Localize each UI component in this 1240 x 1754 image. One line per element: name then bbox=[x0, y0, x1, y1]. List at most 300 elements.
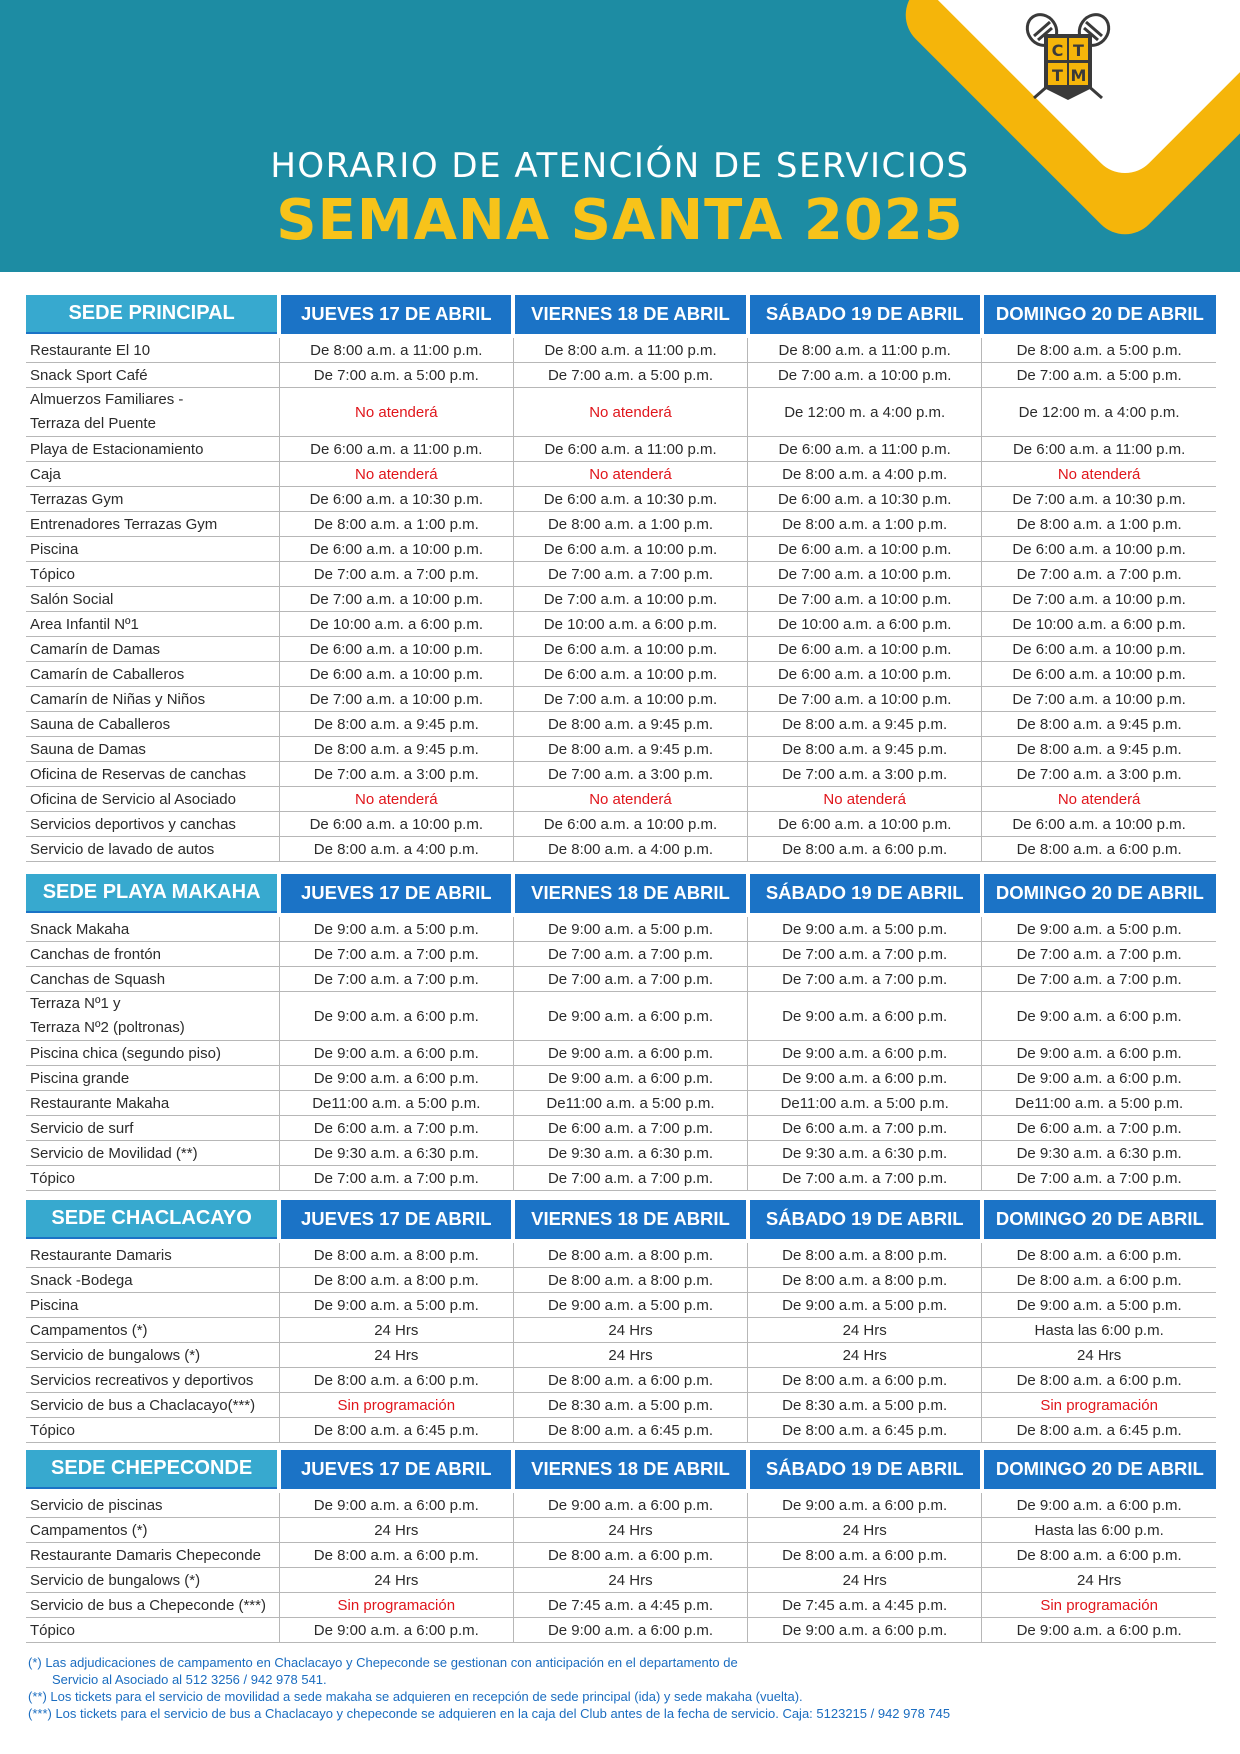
day-header: DOMINGO 20 DE ABRIL bbox=[982, 874, 1216, 912]
schedule-cell: No atenderá bbox=[982, 787, 1216, 812]
day-header: SÁBADO 19 DE ABRIL bbox=[748, 295, 982, 333]
schedule-cell: De 8:00 a.m. a 9:45 p.m. bbox=[279, 737, 513, 762]
service-name: Servicios recreativos y deportivos bbox=[26, 1368, 279, 1393]
service-name: Tópico bbox=[26, 562, 279, 587]
service-name: Snack Sport Café bbox=[26, 363, 279, 388]
schedule-cell: De 9:00 a.m. a 6:00 p.m. bbox=[748, 1041, 982, 1066]
day-header: JUEVES 17 DE ABRIL bbox=[279, 1450, 513, 1488]
service-name: Campamentos (*) bbox=[26, 1318, 279, 1343]
service-name: Piscina grande bbox=[26, 1066, 279, 1091]
schedule-cell: De 7:00 a.m. a 7:00 p.m. bbox=[513, 1166, 747, 1191]
schedule-cell: De 7:00 a.m. a 7:00 p.m. bbox=[748, 967, 982, 992]
schedule-cell: De 7:00 a.m. a 7:00 p.m. bbox=[279, 967, 513, 992]
table-row bbox=[26, 1493, 1216, 1518]
service-name: Sauna de Damas bbox=[26, 737, 279, 762]
schedule-cell: De 9:30 a.m. a 6:30 p.m. bbox=[279, 1141, 513, 1166]
service-name: Tópico bbox=[26, 1618, 279, 1643]
service-name: Tópico bbox=[26, 1166, 279, 1191]
schedule-cell: De 8:00 a.m. a 4:00 p.m. bbox=[279, 837, 513, 862]
schedule-cell: De 6:00 a.m. a 11:00 p.m. bbox=[279, 437, 513, 462]
service-name: Restaurante Damaris bbox=[26, 1243, 279, 1268]
schedule-cell: Sin programación bbox=[982, 1393, 1216, 1418]
day-header: VIERNES 18 DE ABRIL bbox=[513, 1200, 747, 1238]
footnote-line: (**) Los tickets para el servicio de movilidad a sede makaha se adquieren en recepción de sede principal (ida) y sede makaha (vuelta). bbox=[28, 1689, 803, 1704]
schedule-cell: De 9:00 a.m. a 5:00 p.m. bbox=[748, 1293, 982, 1318]
schedule-cell: De 9:00 a.m. a 6:00 p.m. bbox=[279, 992, 513, 1041]
table-row bbox=[26, 762, 1216, 787]
schedule-cell: De 6:00 a.m. a 10:00 p.m. bbox=[279, 812, 513, 837]
table-row bbox=[26, 917, 1216, 942]
table-row bbox=[26, 787, 1216, 812]
schedule-cell: De 9:00 a.m. a 5:00 p.m. bbox=[513, 1293, 747, 1318]
service-name: Servicio de bus a Chepeconde (***) bbox=[26, 1593, 279, 1618]
table-row bbox=[26, 1066, 1216, 1091]
schedule-cell: De 6:00 a.m. a 10:00 p.m. bbox=[279, 637, 513, 662]
service-name: Servicio de lavado de autos bbox=[26, 837, 279, 862]
service-name-line: Terraza del Puente bbox=[30, 415, 156, 432]
schedule-cell: De 8:00 a.m. a 6:00 p.m. bbox=[982, 1243, 1216, 1268]
schedule-cell: De 8:00 a.m. a 9:45 p.m. bbox=[748, 712, 982, 737]
schedule-cell: De 8:00 a.m. a 6:00 p.m. bbox=[513, 1543, 747, 1568]
schedule-cell: De 8:00 a.m. a 8:00 p.m. bbox=[748, 1268, 982, 1293]
schedule-cell: De 9:00 a.m. a 6:00 p.m. bbox=[279, 1066, 513, 1091]
service-name: Oficina de Reservas de canchas bbox=[26, 762, 279, 787]
day-header: JUEVES 17 DE ABRIL bbox=[279, 1200, 513, 1238]
sede-header: SEDE PLAYA MAKAHA bbox=[26, 874, 279, 912]
service-name: Campamentos (*) bbox=[26, 1518, 279, 1543]
schedule-cell: De 8:00 a.m. a 5:00 p.m. bbox=[982, 338, 1216, 363]
table-row bbox=[26, 512, 1216, 537]
schedule-cell: De 6:00 a.m. a 10:00 p.m. bbox=[982, 537, 1216, 562]
day-header: VIERNES 18 DE ABRIL bbox=[513, 295, 747, 333]
schedule-cell: De 8:30 a.m. a 5:00 p.m. bbox=[513, 1393, 747, 1418]
schedule-cell: De 7:00 a.m. a 5:00 p.m. bbox=[279, 363, 513, 388]
schedule-cell: De 10:00 a.m. a 6:00 p.m. bbox=[513, 612, 747, 637]
schedule-cell: De 7:00 a.m. a 3:00 p.m. bbox=[513, 762, 747, 787]
schedule-cell: De 8:00 a.m. a 6:00 p.m. bbox=[279, 1543, 513, 1568]
schedule-cell: 24 Hrs bbox=[513, 1318, 747, 1343]
table-row bbox=[26, 462, 1216, 487]
schedule-cell: De 7:00 a.m. a 10:00 p.m. bbox=[748, 562, 982, 587]
schedule-cell: De11:00 a.m. a 5:00 p.m. bbox=[513, 1091, 747, 1116]
schedule-cell: De 9:00 a.m. a 6:00 p.m. bbox=[513, 1618, 747, 1643]
schedule-cell: 24 Hrs bbox=[982, 1568, 1216, 1593]
schedule-cell: De 7:00 a.m. a 5:00 p.m. bbox=[982, 363, 1216, 388]
schedule-cell: De 9:00 a.m. a 5:00 p.m. bbox=[279, 1293, 513, 1318]
service-name: Entrenadores Terrazas Gym bbox=[26, 512, 279, 537]
cttm-logo-icon bbox=[1020, 8, 1116, 104]
table-row bbox=[26, 1091, 1216, 1116]
footnote-line: (*) Las adjudicaciones de campamento en Chaclacayo y Chepeconde se gestionan con anticipación en el departamento de bbox=[28, 1655, 738, 1670]
service-name bbox=[26, 388, 279, 437]
schedule-cell: De 6:00 a.m. a 10:00 p.m. bbox=[279, 537, 513, 562]
schedule-cell: Sin programación bbox=[279, 1393, 513, 1418]
service-name: Servicios deportivos y canchas bbox=[26, 812, 279, 837]
day-header: JUEVES 17 DE ABRIL bbox=[279, 295, 513, 333]
section-2 bbox=[26, 1200, 1216, 1443]
schedule-cell: De 6:00 a.m. a 10:30 p.m. bbox=[748, 487, 982, 512]
schedule-cell: De 8:00 a.m. a 6:00 p.m. bbox=[279, 1368, 513, 1393]
schedule-cell: De 6:00 a.m. a 10:30 p.m. bbox=[513, 487, 747, 512]
table-row bbox=[26, 612, 1216, 637]
logo-letter: T bbox=[1052, 66, 1063, 85]
schedule-cell: No atenderá bbox=[982, 462, 1216, 487]
schedule-cell: De 8:00 a.m. a 6:00 p.m. bbox=[982, 1543, 1216, 1568]
schedule-cell: De 8:00 a.m. a 6:45 p.m. bbox=[513, 1418, 747, 1443]
day-header: SÁBADO 19 DE ABRIL bbox=[748, 1450, 982, 1488]
table-row bbox=[26, 1568, 1216, 1593]
schedule-cell: De 9:00 a.m. a 5:00 p.m. bbox=[748, 917, 982, 942]
service-name: Piscina bbox=[26, 1293, 279, 1318]
schedule-cell: De 9:00 a.m. a 6:00 p.m. bbox=[982, 1066, 1216, 1091]
table-row bbox=[26, 737, 1216, 762]
schedule-cell: De 8:00 a.m. a 8:00 p.m. bbox=[513, 1243, 747, 1268]
schedule-cell: De 7:00 a.m. a 7:00 p.m. bbox=[748, 1166, 982, 1191]
schedule-cell: De 9:00 a.m. a 6:00 p.m. bbox=[513, 992, 747, 1041]
schedule-cell: De 9:00 a.m. a 6:00 p.m. bbox=[748, 1066, 982, 1091]
schedule-cell: De 7:00 a.m. a 7:00 p.m. bbox=[279, 1166, 513, 1191]
table-row bbox=[26, 537, 1216, 562]
service-name: Canchas de frontón bbox=[26, 942, 279, 967]
schedule-cell: No atenderá bbox=[279, 787, 513, 812]
service-name: Restaurante El 10 bbox=[26, 338, 279, 363]
table-header-row bbox=[26, 874, 1216, 912]
table-row bbox=[26, 1268, 1216, 1293]
schedule-cell: 24 Hrs bbox=[279, 1318, 513, 1343]
schedule-cell: De 6:00 a.m. a 10:00 p.m. bbox=[513, 537, 747, 562]
schedule-cell: De 8:00 a.m. a 6:00 p.m. bbox=[748, 1543, 982, 1568]
schedule-cell: No atenderá bbox=[513, 388, 747, 437]
day-header: DOMINGO 20 DE ABRIL bbox=[982, 1450, 1216, 1488]
day-header: SÁBADO 19 DE ABRIL bbox=[748, 1200, 982, 1238]
schedule-table bbox=[26, 1450, 1216, 1643]
schedule-cell: De 8:00 a.m. a 1:00 p.m. bbox=[513, 512, 747, 537]
table-row bbox=[26, 338, 1216, 363]
table-row bbox=[26, 1518, 1216, 1543]
schedule-cell: De 8:00 a.m. a 11:00 p.m. bbox=[513, 338, 747, 363]
schedule-cell: De 9:00 a.m. a 6:00 p.m. bbox=[748, 1493, 982, 1518]
service-name-line: Terraza Nº2 (poltronas) bbox=[30, 1019, 185, 1036]
schedule-cell: De 7:00 a.m. a 10:30 p.m. bbox=[982, 487, 1216, 512]
schedule-cell: De 7:00 a.m. a 10:00 p.m. bbox=[748, 687, 982, 712]
schedule-cell: De 7:00 a.m. a 7:00 p.m. bbox=[513, 967, 747, 992]
schedule-cell: De 9:00 a.m. a 6:00 p.m. bbox=[279, 1618, 513, 1643]
schedule-cell: De 10:00 a.m. a 6:00 p.m. bbox=[748, 612, 982, 637]
sede-header: SEDE PRINCIPAL bbox=[26, 295, 279, 333]
schedule-cell: De 9:00 a.m. a 5:00 p.m. bbox=[513, 917, 747, 942]
table-row bbox=[26, 662, 1216, 687]
schedule-cell: De 8:00 a.m. a 9:45 p.m. bbox=[982, 712, 1216, 737]
service-name: Servicio de bungalows (*) bbox=[26, 1568, 279, 1593]
schedule-cell: De 9:30 a.m. a 6:30 p.m. bbox=[748, 1141, 982, 1166]
table-row bbox=[26, 487, 1216, 512]
service-name: Camarín de Niñas y Niños bbox=[26, 687, 279, 712]
schedule-cell: De 8:00 a.m. a 6:45 p.m. bbox=[279, 1418, 513, 1443]
schedule-cell: De 9:00 a.m. a 6:00 p.m. bbox=[279, 1493, 513, 1518]
schedule-cell: De 8:00 a.m. a 6:00 p.m. bbox=[982, 1268, 1216, 1293]
service-name: Area Infantil Nº1 bbox=[26, 612, 279, 637]
schedule-cell: De 8:00 a.m. a 6:45 p.m. bbox=[748, 1418, 982, 1443]
schedule-cell: De 6:00 a.m. a 11:00 p.m. bbox=[513, 437, 747, 462]
schedule-cell: De 8:00 a.m. a 9:45 p.m. bbox=[513, 712, 747, 737]
schedule-cell: Hasta las 6:00 p.m. bbox=[982, 1518, 1216, 1543]
schedule-cell: De 7:00 a.m. a 7:00 p.m. bbox=[513, 942, 747, 967]
schedule-cell: De 8:00 a.m. a 6:00 p.m. bbox=[513, 1368, 747, 1393]
section-3 bbox=[26, 1450, 1216, 1643]
schedule-cell: De 6:00 a.m. a 10:00 p.m. bbox=[982, 812, 1216, 837]
schedule-cell: De 6:00 a.m. a 10:00 p.m. bbox=[513, 662, 747, 687]
sede-header: SEDE CHACLACAYO bbox=[26, 1200, 279, 1238]
schedule-cell: De 8:00 a.m. a 11:00 p.m. bbox=[748, 338, 982, 363]
schedule-cell: De 9:00 a.m. a 6:00 p.m. bbox=[748, 1618, 982, 1643]
schedule-cell: De 6:00 a.m. a 7:00 p.m. bbox=[513, 1116, 747, 1141]
schedule-cell: De 8:00 a.m. a 9:45 p.m. bbox=[982, 737, 1216, 762]
header-band bbox=[0, 0, 1240, 272]
schedule-cell: De 9:00 a.m. a 5:00 p.m. bbox=[982, 1293, 1216, 1318]
schedule-cell: De 9:00 a.m. a 6:00 p.m. bbox=[982, 1041, 1216, 1066]
schedule-cell: De 7:00 a.m. a 3:00 p.m. bbox=[748, 762, 982, 787]
schedule-cell: De 8:00 a.m. a 6:00 p.m. bbox=[982, 837, 1216, 862]
schedule-cell: De 8:00 a.m. a 9:45 p.m. bbox=[748, 737, 982, 762]
schedule-cell: De 8:00 a.m. a 8:00 p.m. bbox=[748, 1243, 982, 1268]
schedule-cell: De 6:00 a.m. a 7:00 p.m. bbox=[748, 1116, 982, 1141]
schedule-cell: De 8:00 a.m. a 6:00 p.m. bbox=[748, 837, 982, 862]
page-subtitle: SEMANA SANTA 2025 bbox=[276, 188, 964, 253]
service-name: Tópico bbox=[26, 1418, 279, 1443]
day-header: VIERNES 18 DE ABRIL bbox=[513, 1450, 747, 1488]
service-name: Canchas de Squash bbox=[26, 967, 279, 992]
schedule-cell: Hasta las 6:00 p.m. bbox=[982, 1318, 1216, 1343]
service-name: Sauna de Caballeros bbox=[26, 712, 279, 737]
schedule-cell: De 8:00 a.m. a 1:00 p.m. bbox=[748, 512, 982, 537]
service-name: Servicio de piscinas bbox=[26, 1493, 279, 1518]
service-name: Caja bbox=[26, 462, 279, 487]
day-header: DOMINGO 20 DE ABRIL bbox=[982, 1200, 1216, 1238]
schedule-cell: De 9:00 a.m. a 5:00 p.m. bbox=[279, 917, 513, 942]
schedule-cell: De 9:00 a.m. a 6:00 p.m. bbox=[513, 1041, 747, 1066]
service-name: Piscina bbox=[26, 537, 279, 562]
service-name: Terrazas Gym bbox=[26, 487, 279, 512]
table-row bbox=[26, 637, 1216, 662]
schedule-cell: De 7:00 a.m. a 7:00 p.m. bbox=[982, 967, 1216, 992]
schedule-cell: De 7:00 a.m. a 10:00 p.m. bbox=[513, 587, 747, 612]
schedule-cell: No atenderá bbox=[748, 787, 982, 812]
schedule-cell: De 7:45 a.m. a 4:45 p.m. bbox=[513, 1593, 747, 1618]
schedule-cell: De 7:00 a.m. a 3:00 p.m. bbox=[982, 762, 1216, 787]
schedule-cell: De 6:00 a.m. a 10:00 p.m. bbox=[982, 637, 1216, 662]
table-row bbox=[26, 1318, 1216, 1343]
table-row bbox=[26, 562, 1216, 587]
schedule-cell: De 9:00 a.m. a 5:00 p.m. bbox=[982, 917, 1216, 942]
table-header-row bbox=[26, 1450, 1216, 1488]
schedule-cell: De 9:00 a.m. a 6:00 p.m. bbox=[982, 1618, 1216, 1643]
logo-letter: T bbox=[1073, 41, 1084, 60]
table-row bbox=[26, 942, 1216, 967]
logo-letter: M bbox=[1070, 66, 1087, 85]
table-row bbox=[26, 687, 1216, 712]
schedule-cell: Sin programación bbox=[279, 1593, 513, 1618]
schedule-cell: De 9:00 a.m. a 6:00 p.m. bbox=[513, 1066, 747, 1091]
table-row bbox=[26, 1116, 1216, 1141]
service-name: Oficina de Servicio al Asociado bbox=[26, 787, 279, 812]
section-0 bbox=[26, 295, 1216, 862]
schedule-cell: 24 Hrs bbox=[279, 1343, 513, 1368]
schedule-cell: De 7:00 a.m. a 10:00 p.m. bbox=[279, 687, 513, 712]
schedule-cell: De 9:00 a.m. a 6:00 p.m. bbox=[279, 1041, 513, 1066]
schedule-cell: De11:00 a.m. a 5:00 p.m. bbox=[279, 1091, 513, 1116]
schedule-cell: De 9:00 a.m. a 6:00 p.m. bbox=[748, 992, 982, 1041]
schedule-cell: 24 Hrs bbox=[279, 1518, 513, 1543]
schedule-cell: 24 Hrs bbox=[748, 1518, 982, 1543]
schedule-cell: De 6:00 a.m. a 10:00 p.m. bbox=[513, 812, 747, 837]
schedule-cell: Sin programación bbox=[982, 1593, 1216, 1618]
schedule-cell: De 8:00 a.m. a 6:00 p.m. bbox=[982, 1368, 1216, 1393]
table-row bbox=[26, 1343, 1216, 1368]
schedule-cell: 24 Hrs bbox=[748, 1343, 982, 1368]
service-name: Servicio de bungalows (*) bbox=[26, 1343, 279, 1368]
schedule-cell: 24 Hrs bbox=[279, 1568, 513, 1593]
page-title: HORARIO DE ATENCIÓN DE SERVICIOS bbox=[270, 146, 970, 186]
schedule-cell: De 8:00 a.m. a 4:00 p.m. bbox=[748, 462, 982, 487]
service-name: Piscina chica (segundo piso) bbox=[26, 1041, 279, 1066]
schedule-cell: De 7:00 a.m. a 10:00 p.m. bbox=[982, 687, 1216, 712]
service-name: Servicio de Movilidad (**) bbox=[26, 1141, 279, 1166]
schedule-cell: De 7:00 a.m. a 7:00 p.m. bbox=[513, 562, 747, 587]
schedule-cell: De 7:45 a.m. a 4:45 p.m. bbox=[748, 1593, 982, 1618]
schedule-cell: De 8:00 a.m. a 4:00 p.m. bbox=[513, 837, 747, 862]
table-row bbox=[26, 363, 1216, 388]
schedule-cell: De 8:00 a.m. a 6:00 p.m. bbox=[748, 1368, 982, 1393]
schedule-table bbox=[26, 295, 1216, 862]
schedule-cell: De 6:00 a.m. a 11:00 p.m. bbox=[748, 437, 982, 462]
day-header: JUEVES 17 DE ABRIL bbox=[279, 874, 513, 912]
service-name: Camarín de Caballeros bbox=[26, 662, 279, 687]
schedule-cell: De 6:00 a.m. a 11:00 p.m. bbox=[982, 437, 1216, 462]
schedule-cell: De 8:30 a.m. a 5:00 p.m. bbox=[748, 1393, 982, 1418]
schedule-cell: De 6:00 a.m. a 10:00 p.m. bbox=[748, 662, 982, 687]
day-header: SÁBADO 19 DE ABRIL bbox=[748, 874, 982, 912]
schedule-cell: De 10:00 a.m. a 6:00 p.m. bbox=[982, 612, 1216, 637]
schedule-cell: De 6:00 a.m. a 7:00 p.m. bbox=[982, 1116, 1216, 1141]
schedule-cell: De 9:00 a.m. a 6:00 p.m. bbox=[982, 1493, 1216, 1518]
service-name: Salón Social bbox=[26, 587, 279, 612]
schedule-cell: De 7:00 a.m. a 10:00 p.m. bbox=[513, 687, 747, 712]
schedule-cell: De 8:00 a.m. a 1:00 p.m. bbox=[279, 512, 513, 537]
schedule-cell: De 6:00 a.m. a 7:00 p.m. bbox=[279, 1116, 513, 1141]
table-row bbox=[26, 1141, 1216, 1166]
footnotes bbox=[28, 1654, 1218, 1722]
schedule-cell: De 6:00 a.m. a 10:00 p.m. bbox=[982, 662, 1216, 687]
table-row bbox=[26, 1618, 1216, 1643]
schedule-cell: De 7:00 a.m. a 7:00 p.m. bbox=[982, 1166, 1216, 1191]
schedule-cell: De 7:00 a.m. a 7:00 p.m. bbox=[982, 942, 1216, 967]
schedule-cell: No atenderá bbox=[279, 462, 513, 487]
schedule-cell: De11:00 a.m. a 5:00 p.m. bbox=[982, 1091, 1216, 1116]
schedule-table bbox=[26, 874, 1216, 1191]
schedule-cell: De 8:00 a.m. a 8:00 p.m. bbox=[279, 1268, 513, 1293]
schedule-cell: De 7:00 a.m. a 10:00 p.m. bbox=[748, 587, 982, 612]
service-name: Servicio de bus a Chaclacayo(***) bbox=[26, 1393, 279, 1418]
schedule-cell: De 9:00 a.m. a 6:00 p.m. bbox=[982, 992, 1216, 1041]
table-row bbox=[26, 812, 1216, 837]
table-row bbox=[26, 388, 1216, 437]
schedule-cell: De 8:00 a.m. a 11:00 p.m. bbox=[279, 338, 513, 363]
table-row bbox=[26, 1593, 1216, 1618]
section-1 bbox=[26, 874, 1216, 1191]
schedule-cell: No atenderá bbox=[513, 462, 747, 487]
schedule-cell: 24 Hrs bbox=[513, 1518, 747, 1543]
schedule-cell: De 6:00 a.m. a 10:00 p.m. bbox=[748, 637, 982, 662]
schedule-cell: 24 Hrs bbox=[748, 1568, 982, 1593]
schedule-cell: De 6:00 a.m. a 10:30 p.m. bbox=[279, 487, 513, 512]
table-row bbox=[26, 1243, 1216, 1268]
service-name bbox=[26, 992, 279, 1041]
schedule-cell: De 7:00 a.m. a 7:00 p.m. bbox=[279, 942, 513, 967]
table-row bbox=[26, 1293, 1216, 1318]
schedule-cell: No atenderá bbox=[279, 388, 513, 437]
schedule-cell: De 8:00 a.m. a 6:45 p.m. bbox=[982, 1418, 1216, 1443]
schedule-cell: 24 Hrs bbox=[748, 1318, 982, 1343]
table-header-row bbox=[26, 1200, 1216, 1238]
service-name: Camarín de Damas bbox=[26, 637, 279, 662]
schedule-cell: De 6:00 a.m. a 10:00 p.m. bbox=[748, 537, 982, 562]
schedule-cell: De 7:00 a.m. a 5:00 p.m. bbox=[513, 363, 747, 388]
schedule-cell: De 7:00 a.m. a 7:00 p.m. bbox=[982, 562, 1216, 587]
schedule-cell: De11:00 a.m. a 5:00 p.m. bbox=[748, 1091, 982, 1116]
schedule-cell: De 6:00 a.m. a 10:00 p.m. bbox=[748, 812, 982, 837]
table-row bbox=[26, 992, 1216, 1041]
schedule-cell: De 6:00 a.m. a 10:00 p.m. bbox=[279, 662, 513, 687]
table-row bbox=[26, 967, 1216, 992]
service-name: Snack -Bodega bbox=[26, 1268, 279, 1293]
schedule-cell: 24 Hrs bbox=[513, 1568, 747, 1593]
schedule-cell: De 9:00 a.m. a 6:00 p.m. bbox=[513, 1493, 747, 1518]
service-name-line: Almuerzos Familiares - bbox=[30, 391, 184, 408]
schedule-cell: De 7:00 a.m. a 3:00 p.m. bbox=[279, 762, 513, 787]
schedule-cell: De 7:00 a.m. a 7:00 p.m. bbox=[279, 562, 513, 587]
table-row bbox=[26, 1368, 1216, 1393]
table-header-row bbox=[26, 295, 1216, 333]
schedule-cell: De 8:00 a.m. a 8:00 p.m. bbox=[513, 1268, 747, 1293]
service-name: Snack Makaha bbox=[26, 917, 279, 942]
table-row bbox=[26, 1393, 1216, 1418]
schedule-cell: 24 Hrs bbox=[982, 1343, 1216, 1368]
schedule-table bbox=[26, 1200, 1216, 1443]
schedule-cell: De 6:00 a.m. a 10:00 p.m. bbox=[513, 637, 747, 662]
service-name: Restaurante Damaris Chepeconde bbox=[26, 1543, 279, 1568]
logo-letter: C bbox=[1051, 41, 1064, 60]
table-row bbox=[26, 1041, 1216, 1066]
service-name: Servicio de surf bbox=[26, 1116, 279, 1141]
schedule-cell: No atenderá bbox=[513, 787, 747, 812]
schedule-cell: De 12:00 m. a 4:00 p.m. bbox=[748, 388, 982, 437]
schedule-cell: De 7:00 a.m. a 10:00 p.m. bbox=[748, 363, 982, 388]
footnote-line: Servicio al Asociado al 512 3256 / 942 978 541. bbox=[52, 1672, 327, 1687]
schedule-cell: De 7:00 a.m. a 10:00 p.m. bbox=[279, 587, 513, 612]
table-row bbox=[26, 437, 1216, 462]
schedule-cell: De 8:00 a.m. a 1:00 p.m. bbox=[982, 512, 1216, 537]
schedule-cell: 24 Hrs bbox=[513, 1343, 747, 1368]
sede-header: SEDE CHEPECONDE bbox=[26, 1450, 279, 1488]
table-row bbox=[26, 587, 1216, 612]
schedule-cell: De 7:00 a.m. a 7:00 p.m. bbox=[748, 942, 982, 967]
schedule-cell: De 9:30 a.m. a 6:30 p.m. bbox=[982, 1141, 1216, 1166]
service-name: Playa de Estacionamiento bbox=[26, 437, 279, 462]
service-name: Restaurante Makaha bbox=[26, 1091, 279, 1116]
schedule-cell: De 12:00 m. a 4:00 p.m. bbox=[982, 388, 1216, 437]
schedule-cell: De 8:00 a.m. a 9:45 p.m. bbox=[513, 737, 747, 762]
day-header: DOMINGO 20 DE ABRIL bbox=[982, 295, 1216, 333]
